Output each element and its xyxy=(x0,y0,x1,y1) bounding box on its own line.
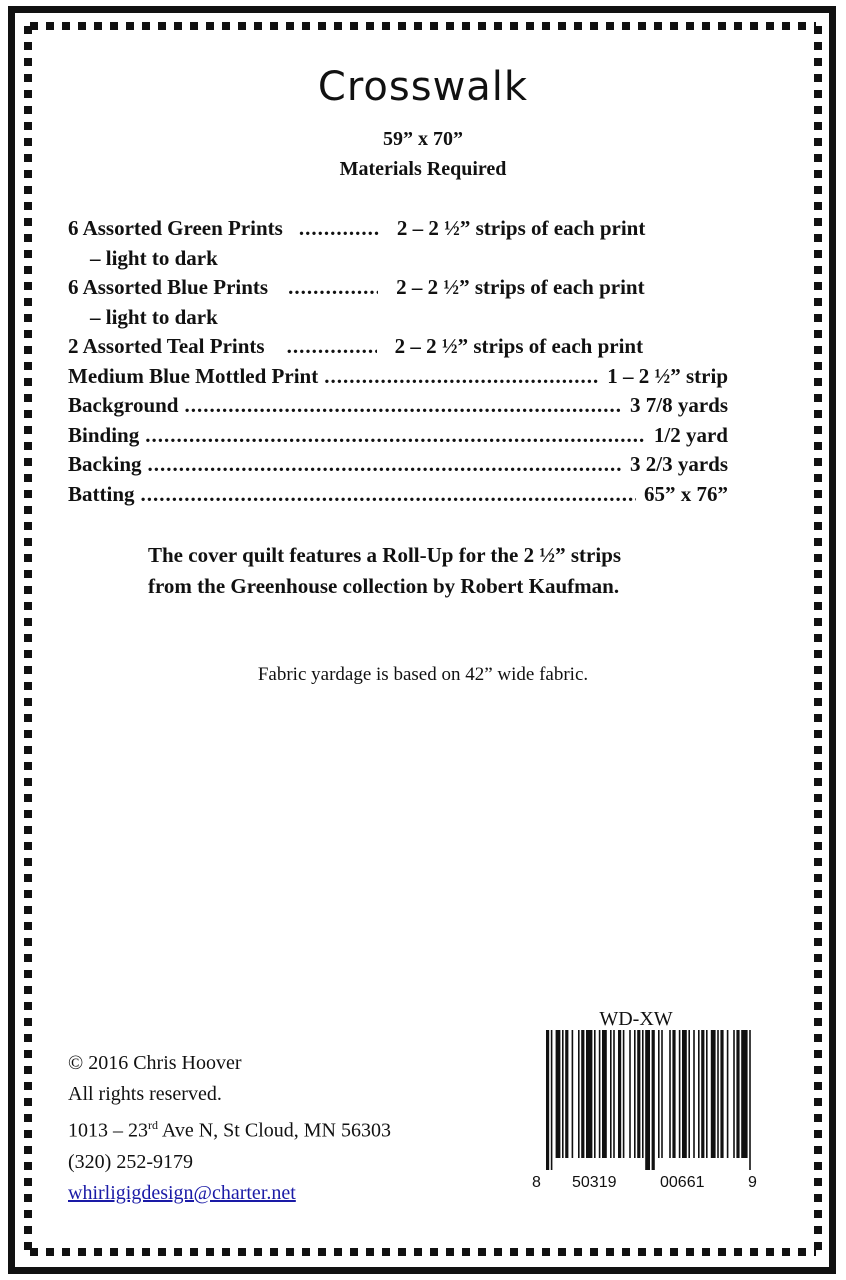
material-value: 2 – 2 ½” strips of each print xyxy=(396,216,646,240)
material-row xyxy=(68,216,728,246)
material-value: 1/2 yard xyxy=(653,422,728,447)
material-value: 2 – 2 ½” strips of each print xyxy=(396,275,645,299)
material-row xyxy=(68,482,728,512)
dashed-border-right xyxy=(814,26,822,1254)
materials-heading: Materials Required xyxy=(339,158,507,180)
material-row xyxy=(68,275,728,305)
barcode-digit-first: 8 xyxy=(532,1174,541,1191)
dashed-border-top xyxy=(30,22,816,30)
dashed-border-left xyxy=(24,26,32,1254)
material-value: 3 2/3 yards xyxy=(629,452,728,476)
quilt-size: 59” x 70” xyxy=(383,128,463,150)
material-row-continued: – light to dark xyxy=(90,304,218,329)
material-label: Binding xyxy=(68,422,140,447)
barcode-image xyxy=(542,1030,758,1170)
material-label: 6 Assorted Green Prints xyxy=(68,216,283,240)
material-label: Backing xyxy=(68,452,142,476)
rights: All rights reserved. xyxy=(68,1083,222,1105)
material-row xyxy=(68,334,728,364)
material-row xyxy=(68,452,728,482)
material-row-continued: – light to dark xyxy=(90,245,218,270)
email-link[interactable]: whirligigdesign@charter.net xyxy=(68,1181,296,1204)
materials-list xyxy=(68,216,728,511)
pattern-title: Crosswalk xyxy=(317,64,529,110)
product-code: WD-XW xyxy=(599,1008,673,1030)
material-label: Background xyxy=(68,393,179,417)
material-row xyxy=(68,393,728,423)
material-label: Medium Blue Mottled Print xyxy=(68,363,319,388)
phone: (320) 252-9179 xyxy=(68,1150,193,1173)
dashed-border-bottom xyxy=(30,1248,816,1256)
material-label: 2 Assorted Teal Prints xyxy=(68,334,265,358)
material-label: 6 Assorted Blue Prints xyxy=(68,275,269,299)
address: 1013 – 23rd Ave N, St Cloud, MN 56303 xyxy=(68,1118,391,1142)
material-value: 2 – 2 ½” strips of each print xyxy=(394,334,644,358)
barcode-digit-last: 9 xyxy=(748,1174,757,1191)
material-row xyxy=(68,364,728,394)
contact-block xyxy=(68,1048,391,1209)
material-row xyxy=(68,423,728,453)
material-value: 1 – 2 ½” strip xyxy=(607,363,728,388)
material-value: 65” x 76” xyxy=(644,481,728,506)
material-value: 3 7/8 yards xyxy=(629,393,728,417)
material-label: Batting xyxy=(68,481,135,506)
copyright: © 2016 Chris Hoover xyxy=(68,1052,242,1074)
barcode-digits-right: 00661 xyxy=(660,1174,705,1191)
cover-quilt-note: The cover quilt features a Roll-Up for the 2 ½” strips from the Greenhouse collection by Robert Kaufman. xyxy=(148,543,622,598)
barcode-digits-left: 50319 xyxy=(572,1174,617,1191)
yardage-note: Fabric yardage is based on 42” wide fabric. xyxy=(257,664,589,685)
